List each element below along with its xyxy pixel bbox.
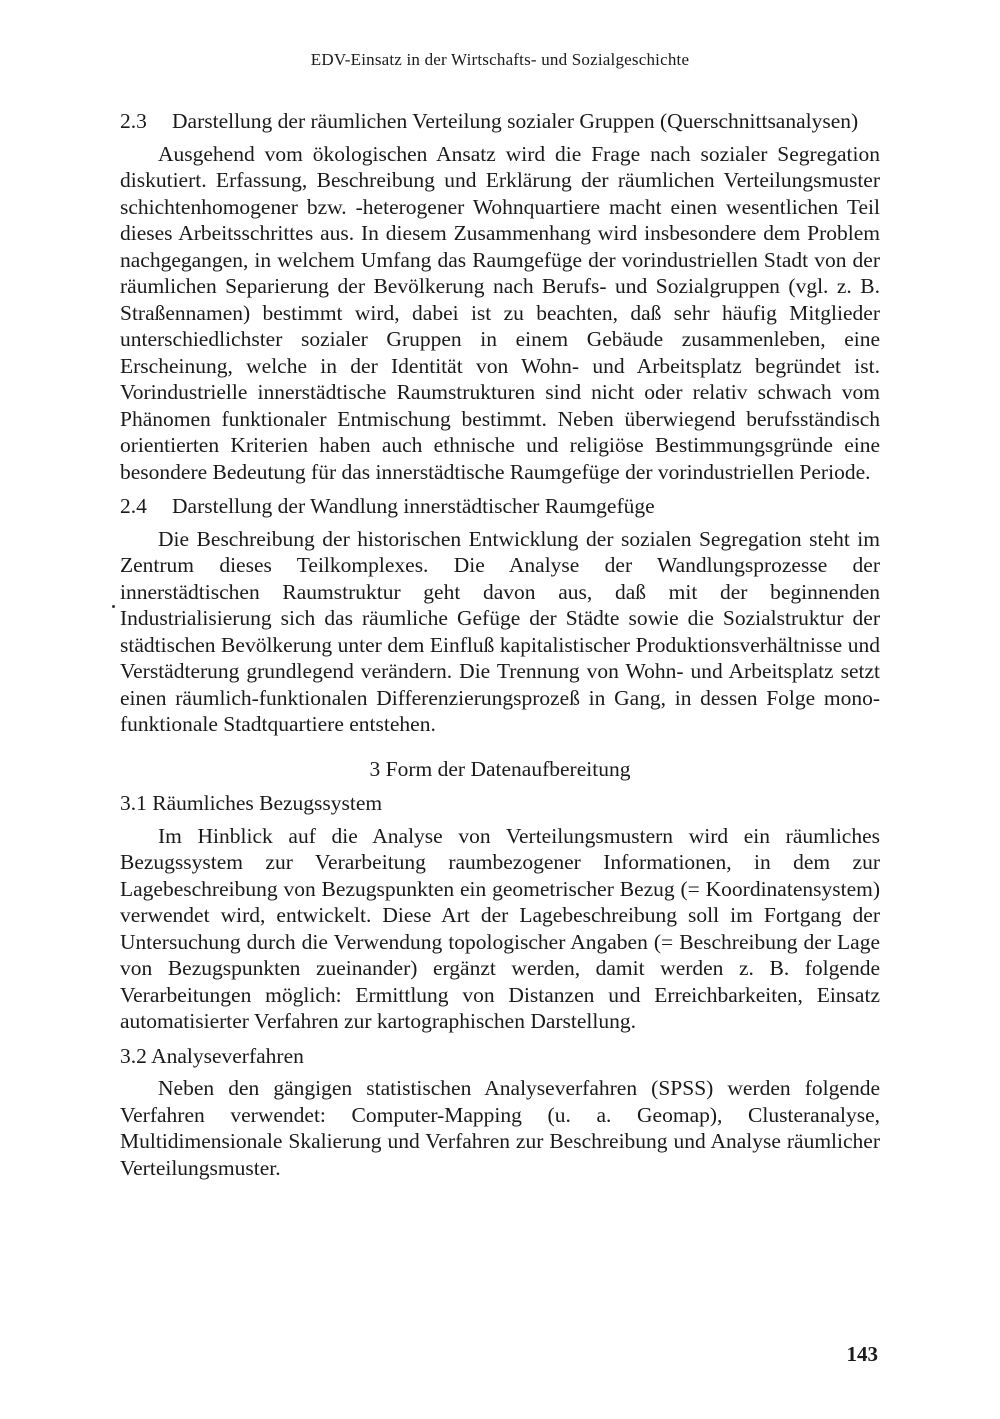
section-number: 2.3 [120, 109, 147, 133]
paragraph-2-4: Die Beschreibung der historischen Entwicklung der sozialen Segregation steht im Zentrum dieses Teilkomplexes. Die Analyse der Wandlungsprozesse der innerstädtischen Raumstruktur geht davon aus, daß mit der beginnenden Industrialisierung sich das räumliche Gefüge der Städte sowie die Sozialstruktur der städtischen Bevölkerung unter dem Einfluß kapitalistischer Produktionsverhältnisse und Verstädterung grundlegend verändern. Die Trennung von Wohn- und Arbeitsplatz setzt einen räumlich-funktionalen Differenzierungsprozeß in Gang, in dessen Folge mono-funktionale Stadtquartiere entstehen. [120, 526, 880, 736]
running-head: EDV-Einsatz in der Wirtschafts- und Sozialgeschichte [310, 50, 690, 69]
paragraph-3-1: Im Hinblick auf die Analyse von Verteilungsmustern wird ein räumliches Bezugssystem zur Verarbeitung raumbezogener Informationen, in dem zur Lagebeschreibung von Bezugspunkten ein geometrischer Bezug (= Koordinatensystem) verwendet wird, entwickelt. Diese Art der Lagebeschreibung soll im Fortgang der Untersuchung durch die Verwendung topologischer Angaben (= Beschreibung der Lage von Bezugspunkten zueinander) ergänzt werden, damit werden z. B. folgende Verarbeitungen möglich: Ermittlung von Distanzen und Erreichbarkeiten, Einsatz automatisierter Verfahren zur kartographischen Darstellung. [120, 823, 880, 1033]
section-heading-2-4 [120, 493, 880, 520]
paragraph-3-2: Neben den gängigen statistischen Analyseverfahren (SPSS) werden folgende Verfahren verwendet: Computer-Mapping (u. a. Geomap), Clusteranalyse, Multidimensionale Skalierung und Verfahren zur Beschreibung und Analyse räumlicher Verteilungsmuster. [120, 1076, 880, 1180]
body-text [120, 108, 880, 1189]
section-heading-3-1: 3.1 Räumliches Bezugssystem [120, 791, 383, 815]
section-heading-3-2: 3.2 Analyseverfahren [120, 1043, 304, 1068]
section-title: Darstellung der Wandlung innerstädtischer Raumgefüge [172, 494, 655, 518]
chapter-heading-3: 3 Form der Datenaufbereitung [369, 756, 631, 781]
section-title: Darstellung der räumlichen Verteilung sozialer Gruppen (Querschnittsanalysen) [172, 109, 859, 133]
scan-speck [112, 605, 115, 608]
page-number: 143 [846, 1342, 878, 1366]
paragraph-2-3: Ausgehend vom ökologischen Ansatz wird die Frage nach sozialer Segregation diskutiert. Erfassung, Beschreibung und Erklärung der räumlichen Verteilungsmuster schichtenhomogener bzw. -heterogener Wohnquartiere macht einen wesentlichen Teil dieses Arbeitsschrittes aus. In diesem Zusammenhang wird insbesondere dem Problem nachgegangen, in welchem Umfang das Raumgefüge der vorindustriellen Stadt von der räumlichen Separierung der Bevölkerung nach Berufs- und Sozialgruppen (vgl. z. B. Straßennamen) bestimmt wird, dabei ist zu beachten, daß sehr häufig Mitglieder unterschiedlichster sozialer Gruppen in einem Gebäude zusammenleben, eine Erscheinung, welche in der Identität von Wohn- und Arbeitsplatz begründet ist. Vorindustrielle innerstädtische Raumstrukturen sind nicht oder relativ schwach vom Phänomen funktionaler Entmischung bestimmt. Neben überwiegend berufsständisch orientierten Kriterien haben auch ethnische und religiöse Bestimmungsgründe eine besondere Bedeutung für das innerstädtische Raumgefüge der vorindustriellen Periode. [120, 141, 880, 484]
section-heading-2-3 [120, 108, 880, 135]
section-number: 2.4 [120, 494, 147, 518]
